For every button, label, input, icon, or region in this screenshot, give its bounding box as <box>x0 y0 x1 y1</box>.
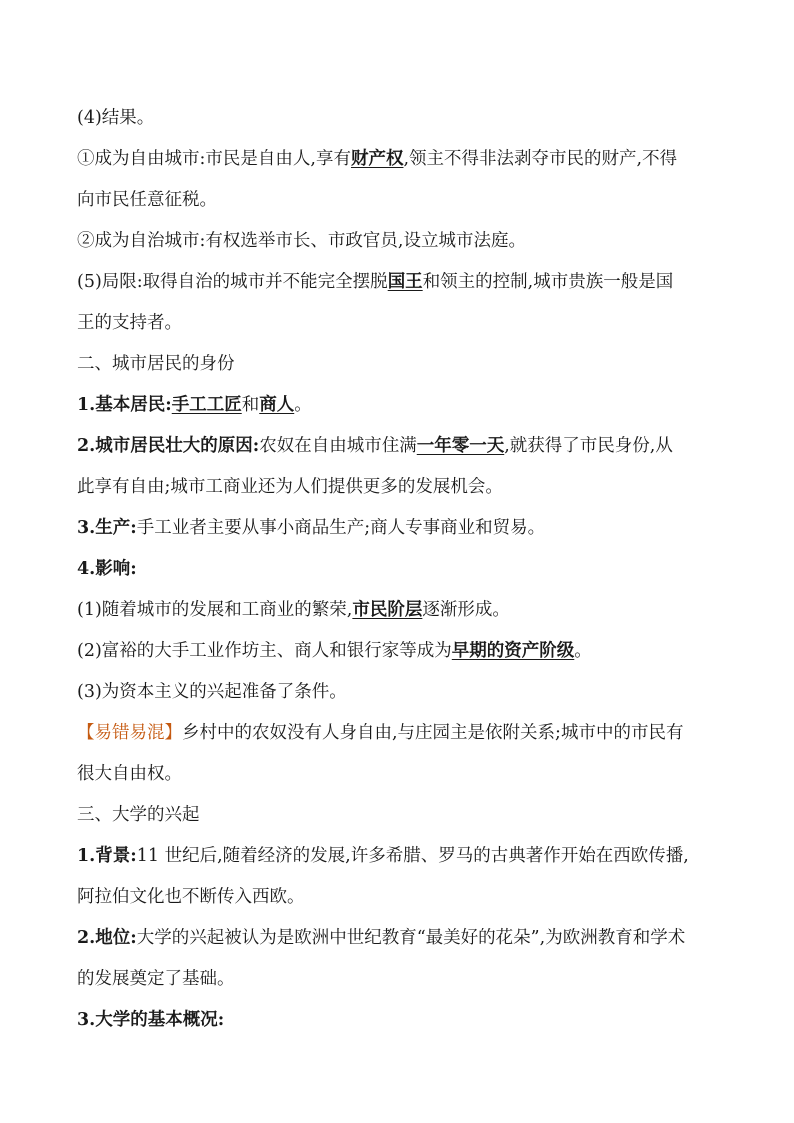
key-term: 一年零一天 <box>416 436 505 456</box>
university-overview-heading: 3.大学的基本概况: <box>77 1010 225 1030</box>
status-line-1: 2.地位:大学的兴起被认为是欧洲中世纪教育“最美好的花朵”,为欧洲教育和学术 <box>77 928 686 948</box>
tip-line-2: 很大自由权。 <box>77 764 182 784</box>
growth-reason-line-1: 2.城市居民壮大的原因:农奴在自由城市住满一年零一天,就获得了市民身份,从 <box>77 436 673 456</box>
section-3-heading: 三、大学的兴起 <box>77 805 200 825</box>
tip-label: 【易错易混】 <box>77 723 182 743</box>
free-city-line-2: 向市民任意征税。 <box>77 190 217 210</box>
influence-heading: 4.影响: <box>77 559 137 579</box>
key-term: 手工工匠 <box>171 395 242 415</box>
free-city-line-1: ①成为自由城市:市民是自由人,享有财产权,领主不得非法剥夺市民的财产,不得 <box>77 149 678 169</box>
basic-residents-line: 1.基本居民:手工工匠和商人。 <box>77 395 312 415</box>
growth-reason-line-2: 此享有自由;城市工商业还为人们提供更多的发展机会。 <box>77 477 503 497</box>
s4-heading: (4)结果。 <box>77 108 155 128</box>
limitation-line-2: 王的支持者。 <box>77 313 182 333</box>
key-term: 财产权 <box>350 149 404 169</box>
tip-line-1: 【易错易混】乡村中的农奴没有人身自由,与庄园主是依附关系;城市中的市民有 <box>77 723 684 743</box>
background-line-1: 1.背景:11 世纪后,随着经济的发展,许多希腊、罗马的古典著作开始在西欧传播, <box>77 846 689 866</box>
section-2-heading: 二、城市居民的身份 <box>77 354 235 374</box>
production-line: 3.生产:手工业者主要从事小商品生产;商人专事商业和贸易。 <box>77 518 546 538</box>
key-term: 国王 <box>387 272 423 292</box>
autonomous-city-line: ②成为自治城市:有权选举市长、市政官员,设立城市法庭。 <box>77 231 526 251</box>
limitation-line-1: (5)局限:取得自治的城市并不能完全摆脱国王和领主的控制,城市贵族一般是国 <box>77 272 674 292</box>
influence-item-1: (1)随着城市的发展和工商业的繁荣,市民阶层逐渐形成。 <box>77 600 510 620</box>
key-term: 市民阶层 <box>352 600 423 620</box>
status-line-2: 的发展奠定了基础。 <box>77 969 235 989</box>
key-term: 商人 <box>259 395 295 415</box>
influence-item-2: (2)富裕的大手工业作坊主、商人和银行家等成为早期的资产阶级。 <box>77 641 592 661</box>
background-line-2: 阿拉伯文化也不断传入西欧。 <box>77 887 305 907</box>
key-term: 早期的资产阶级 <box>451 641 575 661</box>
influence-item-3: (3)为资本主义的兴起准备了条件。 <box>77 682 347 702</box>
